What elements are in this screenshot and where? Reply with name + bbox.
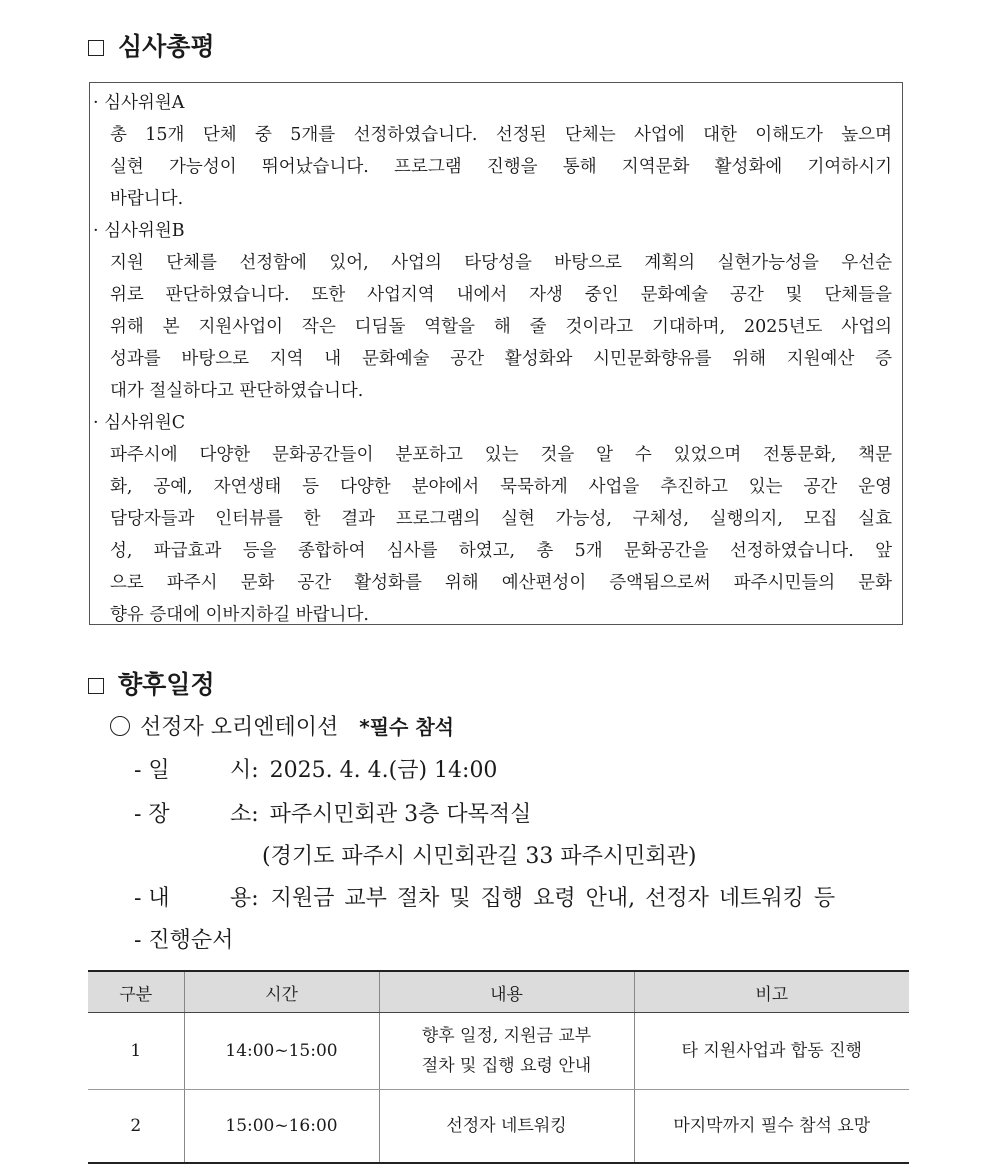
date-line: [134, 756, 170, 786]
row-time: 15:00~16:00: [184, 1090, 379, 1164]
header-note: 비고: [634, 971, 909, 1013]
reviewer-a-line: 바랍니다.: [110, 189, 184, 209]
date-value: 2025. 4. 4.(금) 14:00: [269, 758, 498, 783]
row-content-line: 절차 및 집행 요령 안내: [421, 1056, 592, 1076]
schedule-title-text: 향후일정: [118, 670, 215, 699]
row-time: 14:00~15:00: [184, 1013, 379, 1090]
checkbox-square-icon: [88, 40, 104, 56]
reviewer-b-line: 위로 판단하였습니다. 또한 사업지역 내에서 자생 중인 문화예술 공간 및 단체들을: [110, 285, 892, 305]
place-value-line: [230, 800, 531, 830]
reviewer-c-line: 파주시에 다양한 문화공간들이 분포하고 있는 것을 알 수 있었으며 전통문화, 책문: [110, 445, 892, 465]
reviewer-b-line: 대가 절실하다고 판단하였습니다.: [110, 381, 364, 401]
table-row: [88, 1090, 909, 1164]
reviewer-a-name: · 심사위원A: [93, 93, 185, 113]
reviewer-c-line: 으로 파주시 문화 공간 활성화를 위해 예산편성이 증액됨으로써 파주시민들의 문화: [110, 573, 892, 593]
table-row: [88, 1013, 909, 1090]
review-box: [89, 82, 903, 625]
reviewer-b-line: 위해 본 지원사업이 작은 디딤돌 역할을 해 줄 것이라고 기대하며, 2025년도 사업의: [110, 317, 892, 337]
date-label: - 일: [134, 758, 170, 783]
header-content: 내용: [379, 971, 634, 1013]
program-table: [88, 970, 909, 1164]
review-section-title: [88, 32, 215, 62]
table-header-row: [88, 971, 909, 1013]
content-label: - 내: [134, 886, 170, 911]
row-number: 2: [88, 1090, 184, 1164]
event-name: 선정자 오리엔테이션: [140, 715, 339, 740]
event-note: *필수 참석: [359, 715, 454, 739]
row-note: 타 지원사업과 합동 진행: [634, 1013, 909, 1090]
event-line: [110, 712, 454, 743]
place-label: - 장: [134, 802, 170, 827]
reviewer-c-name: · 심사위원C: [93, 413, 186, 433]
reviewer-b-line: 성과를 바탕으로 지역 내 문화예술 공간 활성화와 시민문화향유를 위해 지원예산 증: [110, 349, 892, 369]
reviewer-c-line: 담당자들과 인터뷰를 한 결과 프로그램의 실현 가능성, 구체성, 실행의지, 모집 실효: [110, 509, 892, 529]
place-value: 파주시민회관 3층 다목적실: [269, 802, 532, 827]
schedule-section-title: [88, 670, 215, 700]
row-content-line: 선정자 네트워킹: [446, 1116, 567, 1136]
review-title-text: 심사총평: [118, 32, 215, 61]
reviewer-a-line: 실현 가능성이 뛰어났습니다. 프로그램 진행을 통해 지역문화 활성화에 기여하시기: [110, 157, 892, 177]
reviewer-b-name: · 심사위원B: [93, 221, 185, 241]
place-address: (경기도 파주시 시민회관길 33 파주시민회관): [262, 844, 697, 869]
circle-bullet-icon: [110, 716, 130, 736]
row-note: 마지막까지 필수 참석 요망: [634, 1090, 909, 1164]
row-content: [379, 1013, 634, 1090]
reviewer-a-line: 총 15개 단체 중 5개를 선정하였습니다. 선정된 단체는 사업에 대한 이해도가 높으며: [110, 125, 892, 145]
date-value-line: [230, 756, 497, 786]
order-label: - 진행순서: [134, 928, 234, 953]
date-label-suffix: 시:: [230, 758, 259, 783]
row-content: [379, 1090, 634, 1164]
row-content-line: 향후 일정, 지원금 교부: [421, 1026, 592, 1046]
place-label-suffix: 소:: [230, 802, 259, 827]
reviewer-b-line: 지원 단체를 선정함에 있어, 사업의 타당성을 바탕으로 계획의 실현가능성을 우선순: [110, 253, 892, 273]
content-label-suffix: 용:: [230, 886, 259, 911]
reviewer-c-line: 향유 증대에 이바지하길 바랍니다.: [110, 605, 369, 625]
header-category: 구분: [88, 971, 184, 1013]
content-line: [134, 884, 170, 914]
checkbox-square-icon: [88, 678, 104, 694]
reviewer-c-line: 화, 공예, 자연생태 등 다양한 분야에서 묵묵하게 사업을 추진하고 있는 공간 운영: [110, 477, 892, 497]
content-value-line: [230, 884, 835, 914]
content-value: 지원금 교부 절차 및 집행 요령 안내, 선정자 네트워킹 등: [270, 886, 836, 911]
place-line: [134, 800, 170, 830]
reviewer-c-line: 성, 파급효과 등을 종합하여 심사를 하였고, 총 5개 문화공간을 선정하였습니다. 앞: [110, 541, 892, 561]
row-number: 1: [88, 1013, 184, 1090]
header-time: 시간: [184, 971, 379, 1013]
